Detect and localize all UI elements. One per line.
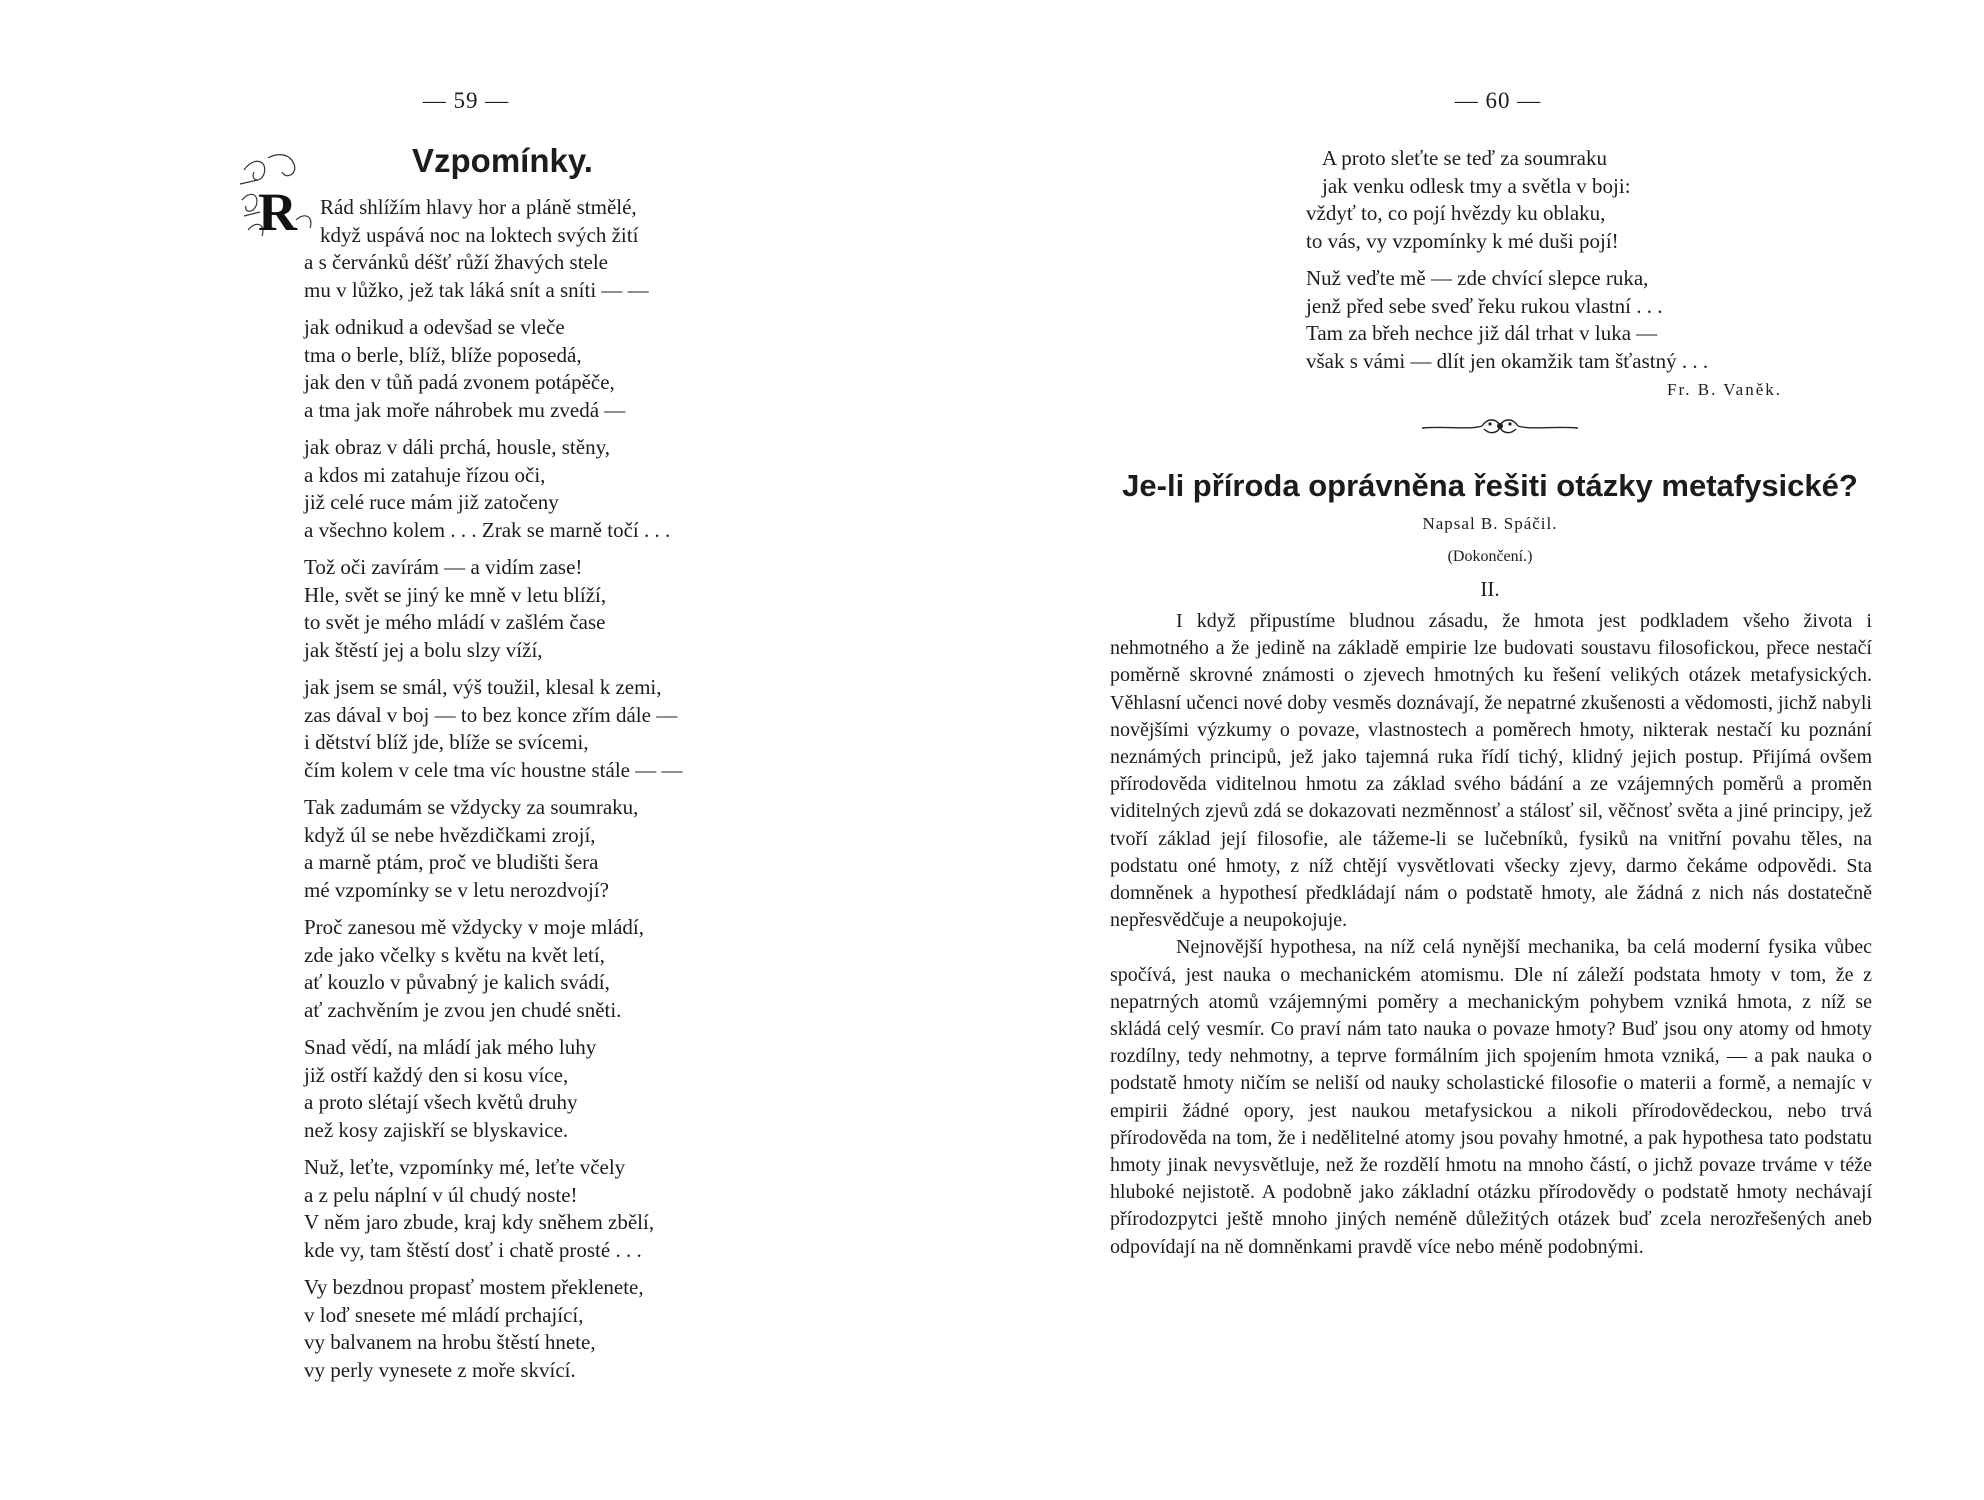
author-signature: Fr. B. Vaněk. [1667,380,1782,399]
poem-line: V něm jaro zbude, kraj kdy sněhem zbělí, [304,1210,655,1234]
poem-line: v loď snesete mé mládí prchající, [304,1302,584,1327]
stanza [304,434,864,544]
poem-line: jenž před sebe sveď řeku rukou vlastní . . . [1306,293,1663,318]
poem-line: Snad vědí, na mládí jak mého luhy [304,1035,597,1059]
poem-line: kde vy, tam štěstí dosť i chatě prosté . . . [304,1237,642,1262]
poem-line: vy balvanem na hrobu štěstí hnete, [304,1330,596,1354]
poem-line: Rád shlížím hlavy hor a pláně stmělé, [320,195,637,219]
continued-note: (Dokončení.) [1447,548,1533,565]
poem-line: a marně ptám, proč ve bludišti šera [304,850,599,874]
paragraph: I když připustíme bludnou zásadu, že hmota jest podkladem všeho života i nehmotného a že jedině na základě empirie lze budovati soustavu filosofickou, přece nestačí poměrně skrovné známosti o zjevech hmotných ku řešení velikých otázek metafysických. Věhlasní učenci nové doby vesměs doznávají, že nepatrné zkušenosti a vědomosti, jichž nabyli novějšími výzkumy o povaze, vlastnostech a poměrech hmoty, nikterak nestačí ku poznání neznámých principů, jež jako tajemná ruka řídí tichý, klidný jejich postup. Přijímá ovšem přírodověda viditelnou hmotu za základ svého bádání a ze vzájemných poměrů a proměn viditelných zjevů zdá se dokazovati nezměnnosť a stálosť sil, věčnosť světa a jiné principy, jež tvoří základ její filosofie, ale tážeme-li se lučebníků, fysiků na vnitřní povahu těles, na podstatu oné hmoty, z níž chtějí vysvětlovati všecky zjevy, darmo čekáme odpovědi. Sta domněnek a hypothesí předkládají nám o podstatě hmoty, ale žádná z nich nás dostatečně nepřesvědčuje a neupokojuje. [1110,610,1872,932]
poem-line: jak odnikud a odevšad se vleče [304,315,565,339]
poem-line: Tam za břeh nechce již dál trhat v luka — [1306,321,1658,345]
poem-line: a proto slétají všech květů druhy [304,1090,578,1114]
poem-continuation [1306,145,1866,385]
poem-line: již ostří každý den si kosu více, [304,1062,569,1087]
poem-line: Tak zadumám se vždycky za soumraku, [304,795,639,819]
poem-line: jak obraz v dáli prchá, housle, stěny, [304,435,610,459]
stanza [304,554,864,664]
stanza [304,194,864,304]
poem-line: Vy bezdnou propasť mostem překlenete, [304,1275,644,1299]
poem-line: to vás, vy vzpomínky k mé duši pojí! [1306,228,1619,253]
stanza [304,914,864,1024]
poem-line: a všechno kolem . . . Zrak se marně točí . . . [304,517,671,542]
poem-line: Nuž veďte mě — zde chvící slepce ruka, [1306,266,1649,290]
page-number: — 60 — [1454,88,1542,113]
poem-line: zde jako včelky s květu na květ letí, [304,942,605,967]
poem-line: Tož oči zavírám — a vidím zase! [304,555,583,579]
poem-line: již celé ruce mám již zatočeny [304,490,559,514]
poem-line: Proč zanesou mě vždycky v moje mládí, [304,915,644,939]
ornamental-divider-icon [1420,413,1580,439]
stanza [304,674,864,784]
stanza [1306,145,1866,255]
poem-line: a z pelu náplní v úl chudý noste! [304,1182,578,1207]
article-title: Je-li příroda oprávněna řešiti otázky metafysické? [1122,468,1858,503]
poem-line: ať zachvěním je zvou jen chudé sněti. [304,997,622,1022]
poem-line: to svět je mého mládí v zašlém čase [304,610,606,634]
poem-line: vy perly vynesete z moře skvící. [304,1357,576,1382]
poem-line: zas dával v boj — to bez konce zřím dále — [304,702,678,727]
page-number: — 59 — [422,88,510,113]
poem-line: mu v lůžko, jež tak láká snít a sníti — — [304,277,649,302]
poem-line: ať kouzlo v půvabný je kalich svádí, [304,970,610,994]
poem-line: vždyť to, co pojí hvězdy ku oblaku, [1306,201,1606,225]
poem-line: i dětství blíž jde, blíže se svícemi, [304,730,589,754]
poem-text [304,194,864,1394]
svg-text:R: R [258,182,297,242]
poem-line: Hle, svět se jiný ke mně v letu blíží, [304,582,607,607]
poem-line: tma o berle, blíž, blíže poposedá, [304,342,582,367]
poem-line: jak jsem se smál, výš toužil, klesal k zemi, [304,675,662,699]
poem-line: a s červánků déšť růží žhavých stele [304,250,609,274]
paragraph: Nejnovější hypothesa, na níž celá nynější mechanika, ba celá moderní fysika vůbec spočívá, jest nauka o mechanickém atomismu. Dle ní záleží podstata hmoty v tom, že z nepatrných atomů vzájemnými poměry a mechanickým pohybem vzniká hmota, z níž se skládá celý vesmír. Co praví nám tato nauka o povaze hmoty? Buď jsou ony atomy od hmoty rozdílny, tedy nehmotny, a teprve formálním jich spojením hmota vzniká, — a pak nauka o podstatě hmoty ničím se neliší od nauky scholastické filosofie o materii a formě, a nemajíc v empirii žádné opory, jest naukou metafysickou a nikoli přírodovědeckou, nebo trvá přírodověda na tom, že i nedělitelné atomy jsou povahy hmotné, a pak hypothesa tato podstatu hmoty jinak nevysvětluje, než že rozdělí hmotu na mnoho částí, o jichž povaze trváme v téže hluboké nejistotě. A podobně jako základní otázku přírodovědy o podstatě hmoty nechávají přírodozpytci ještě mnoho jiných neméně důležitých otázek buď zcela nerozřešených aneb odpovídají na ně domněnkami pravdě více nebo méně podobnými. [1110,936,1872,1258]
poem-line: když úl se nebe hvězdičkami zrojí, [304,822,596,847]
poem-line: když uspává noc na loktech svých žití [320,222,639,247]
poem-line: čím kolem v cele tma víc houstne stále — — [304,757,683,782]
stanza [304,1274,864,1384]
poem-line: a tma jak moře náhrobek mu zvedá — [304,397,626,422]
stanza [304,794,864,904]
poem-line: jak den v tůň padá zvonem potápěče, [304,370,615,394]
stanza [304,1154,864,1264]
poem-line: však s vámi — dlít jen okamžik tam šťastný . . . [1306,348,1709,373]
poem-line: A proto sleťte se teď za soumraku [1322,146,1607,170]
poem-line: Nuž, leťte, vzpomínky mé, leťte včely [304,1155,626,1179]
stanza [1306,265,1866,375]
poem-line: jak štěstí jej a bolu slzy víží, [304,637,543,662]
poem-title: Vzpomínky. [412,142,593,179]
poem-line: mé vzpomínky se v letu nerozdvojí? [304,877,610,902]
article-body [1110,608,1872,1261]
stanza [304,314,864,424]
section-number: II. [1480,577,1500,601]
stanza [304,1034,864,1144]
poem-line: než kosy zajiskří se blyskavice. [304,1117,569,1142]
article-byline: Napsal B. Spáčil. [1422,514,1558,533]
poem-line: jak venku odlesk tmy a světla v boji: [1322,173,1631,198]
poem-line: a kdos mi zatahuje řízou oči, [304,462,546,487]
